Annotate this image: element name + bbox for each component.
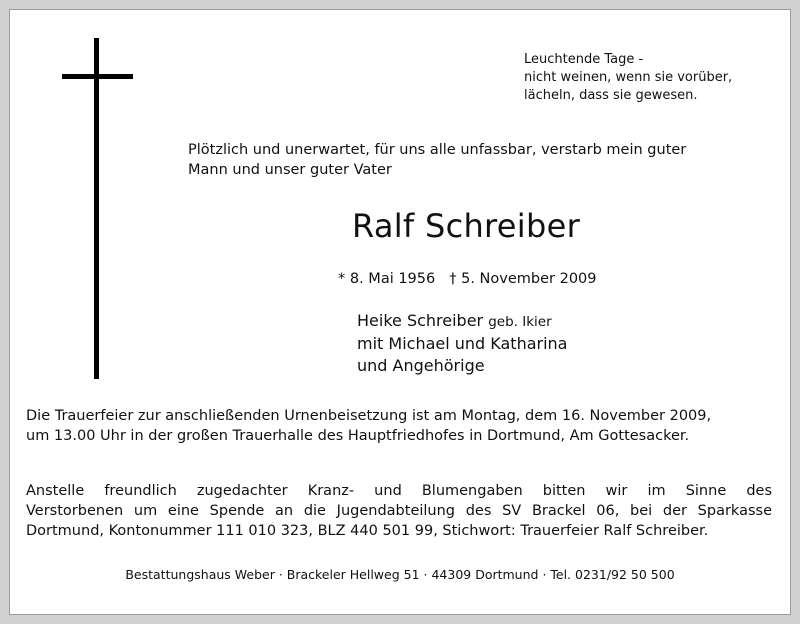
donation-notice [26,481,772,541]
intro-line: Mann und unser guter Vater [188,162,392,178]
mourner-line [357,310,567,333]
mourner-line: mit Michael und Katharina [357,334,568,353]
funeral-home-footer: Bestattungshaus Weber · Brackeler Hellweg 51 · 44309 Dortmund · Tel. 0231/92 50 500 [125,567,675,582]
ceremony-line: um 13.00 Uhr in der großen Trauerhalle des Hauptfriedhofes in Dortmund, Am Gottesacker. [26,428,690,444]
maiden-name: geb. Ikier [488,314,552,330]
intro-text [188,140,748,180]
intro-line: Plötzlich und unerwartet, für uns alle unfassbar, verstarb mein guter [188,142,687,158]
cross-icon-horizontal [62,74,133,79]
ceremony-line: Die Trauerfeier zur anschließenden Urnenbeisetzung ist am Montag, dem 16. November 2009, [26,408,712,424]
ceremony-notice [26,406,772,446]
birth-date: * 8. Mai 1956 [338,271,436,287]
life-dates [338,269,611,289]
mourner-line: und Angehörige [357,356,485,375]
poem-line: Leuchtende Tage - [524,52,644,67]
death-date: † 5. November 2009 [449,271,597,287]
donation-line: Dortmund, Kontonummer 111 010 323, BLZ 440 501 99, Stichwort: Trauerfeier Ralf Schreiber. [26,523,709,539]
poem [524,51,784,105]
poem-line: nicht weinen, wenn sie vorüber, [524,70,733,85]
donation-line: Verstorbenen um eine Spende an die Jugendabteilung des SV Brackel 06, bei der Sparkasse [26,503,772,519]
widow-name: Heike Schreiber [357,311,484,330]
donation-line: Anstelle freundlich zugedachter Kranz- und Blumengaben bitten wir im Sinne des [26,483,772,499]
mourners [357,310,567,377]
poem-line: lächeln, dass sie gewesen. [524,88,698,103]
deceased-name: Ralf Schreiber [352,207,581,245]
cross-icon-vertical [94,38,99,379]
